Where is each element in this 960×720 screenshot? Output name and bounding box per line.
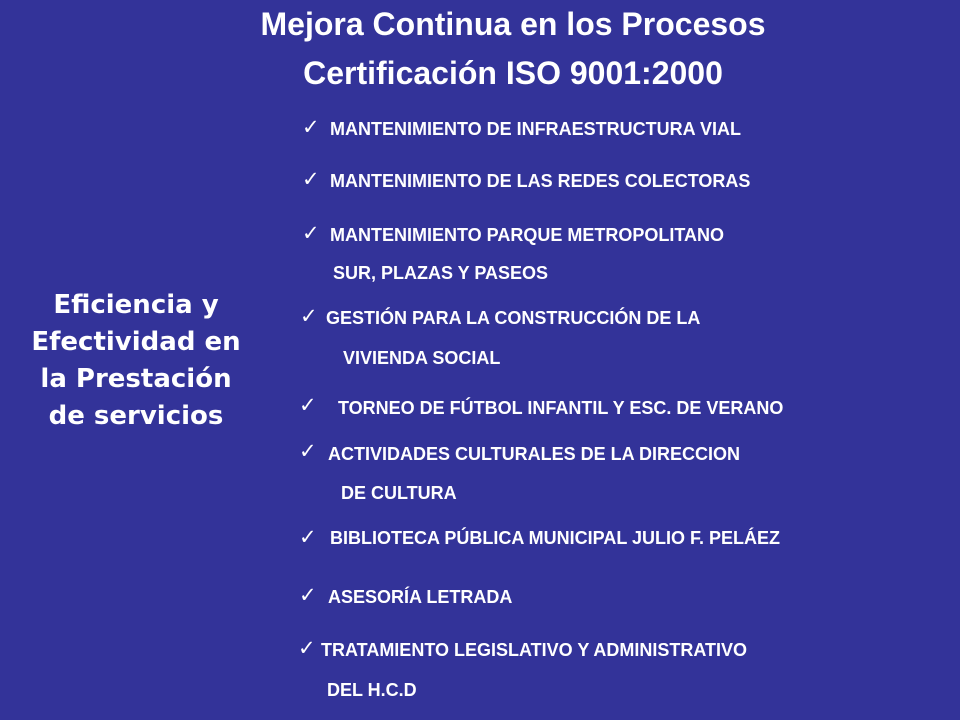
title-line-2: Certificación ISO 9001:2000 [303,55,723,91]
list-item-text-continued: DE CULTURA [341,483,457,503]
list-item-text-continued: SUR, PLAZAS Y PASEOS [333,263,549,283]
checkmark-icon: ✓ [299,583,317,607]
checkmark-icon: ✓ [302,167,320,191]
list-item-text: MANTENIMIENTO DE INFRAESTRUCTURA VIAL [330,119,741,139]
checkmark-icon: ✓ [300,304,318,328]
list-item-text-continued: VIVIENDA SOCIAL [343,348,501,368]
checkmark-icon: ✓ [298,636,316,660]
list-item-text: GESTIÓN PARA LA CONSTRUCCIÓN DE LA [326,308,701,328]
list-item-text: MANTENIMIENTO PARQUE METROPOLITANO [330,225,724,245]
list-item-text: TRATAMIENTO LEGISLATIVO Y ADMINISTRATIVO [321,640,748,660]
list-item-text: BIBLIOTECA PÚBLICA MUNICIPAL JULIO F. PELÁEZ [330,528,781,548]
checkmark-icon: ✓ [299,439,317,463]
title-line-1: Mejora Continua en los Procesos [260,6,766,42]
list-item-text: ASESORÍA LETRADA [328,587,513,607]
side-heading-line: Efectividad en [31,327,241,357]
checkmark-icon: ✓ [299,393,317,417]
checkmark-icon: ✓ [302,221,320,245]
side-heading-line: la Prestación [40,364,232,394]
side-heading-line: Eficiencia y [53,290,219,320]
side-heading-line: de servicios [48,401,224,431]
checkmark-icon: ✓ [302,115,320,139]
list-item-text: ACTIVIDADES CULTURALES DE LA DIRECCION [328,444,741,464]
side-heading [14,287,258,435]
list-item-text-continued: DEL H.C.D [327,680,417,700]
list-item-text: TORNEO DE FÚTBOL INFANTIL Y ESC. DE VERANO [338,398,784,418]
list-item-text: MANTENIMIENTO DE LAS REDES COLECTORAS [330,171,751,191]
checkmark-icon: ✓ [299,525,317,549]
